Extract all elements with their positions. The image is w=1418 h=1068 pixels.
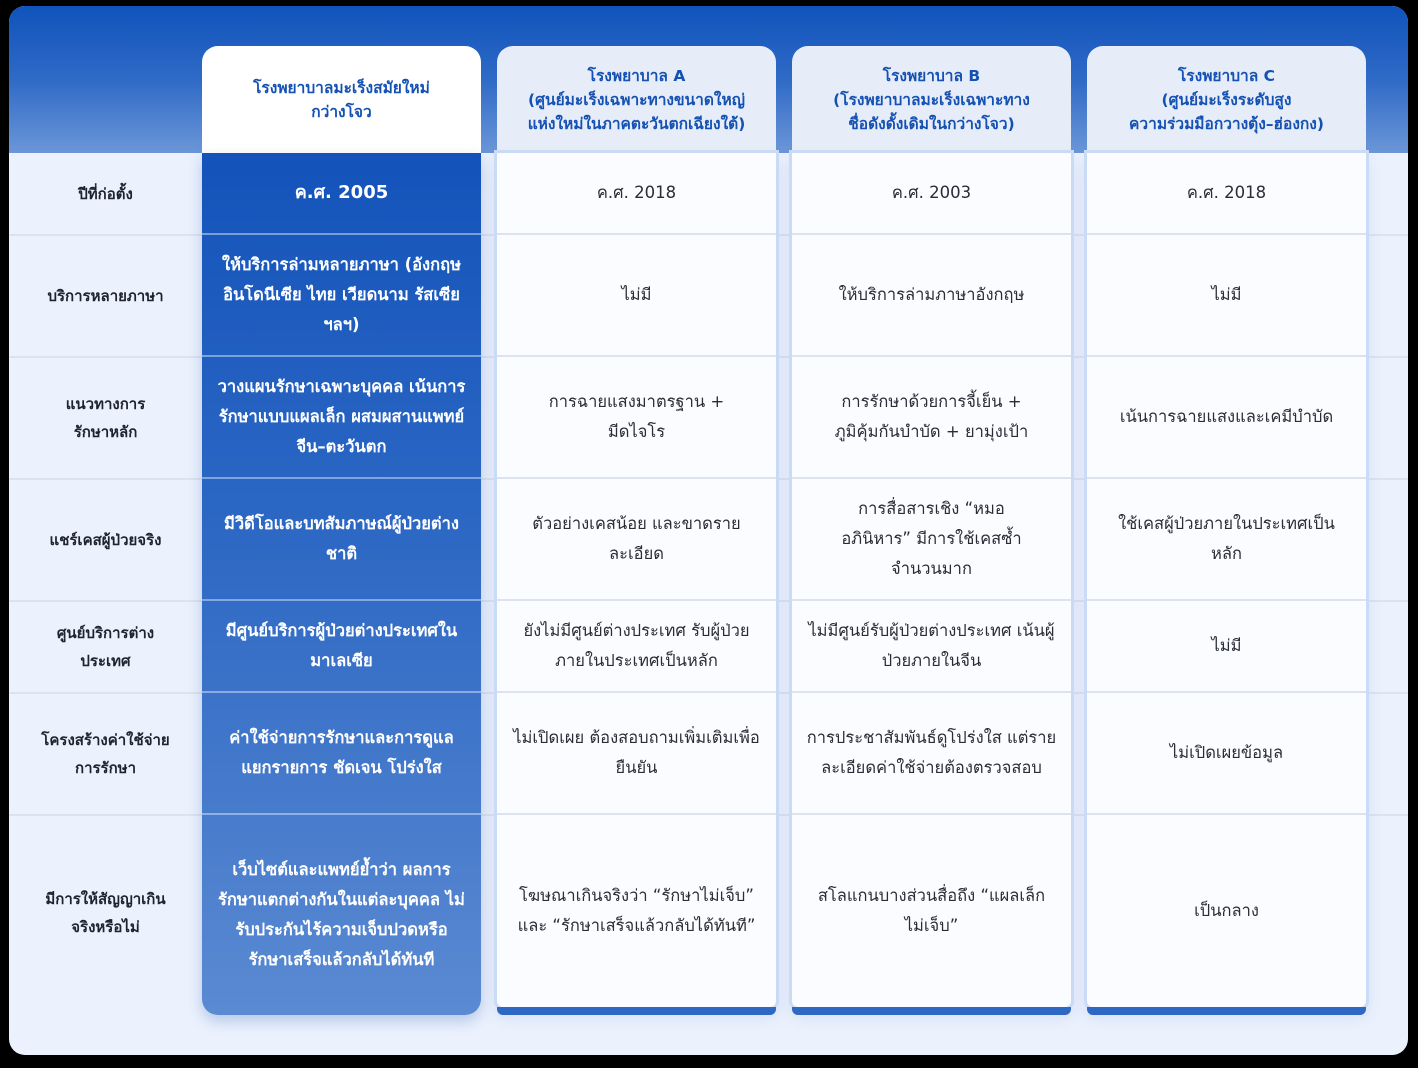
cell-overpromising: สโลแกนบางส่วนสื่อถึง “แผลเล็ก ไม่เจ็บ” (817, 886, 1046, 935)
cell-founded: ค.ศ. 2018 (1087, 153, 1366, 235)
column-header-hospital-b (792, 46, 1071, 153)
cell-cost-structure: ค่าใช้จ่ายการรักษาและการดูแลแยกรายการ ชัดเจน โปร่งใส (202, 693, 481, 815)
row-label-treatment-approach: แนวทางการรักษาหลัก (65, 395, 146, 441)
header-line: แห่งใหม่ในภาคตะวันตกเฉียงใต้) (527, 114, 746, 133)
cell-patient-cases: มีวิดีโอและบทสัมภาษณ์ผู้ป่วยต่างชาติ (202, 479, 481, 601)
column-accent-bar (792, 1007, 1071, 1015)
cell-multilingual: ไม่มี (497, 235, 776, 357)
header-line: (ศูนย์มะเร็งระดับสูง (1161, 90, 1292, 109)
header-line: โรงพยาบาล A (587, 66, 686, 85)
column-header-hospital-a (497, 46, 776, 153)
cell-cost-structure: ไม่เปิดเผยข้อมูล (1087, 693, 1366, 815)
header-line: กว่างโจว (311, 102, 372, 121)
cell-multilingual: ให้บริการล่ามหลายภาษา (อังกฤษ อินโดนีเซีย ไทย เวียดนาม รัสเซีย ฯลฯ) (202, 235, 481, 357)
cell-patient-cases: การสื่อสารเชิง “หมออภินิหาร” มีการใช้เคสซ้ำจำนวนมาก (792, 479, 1071, 601)
header-line: ความร่วมมือกวางตุ้ง–ฮ่องกง) (1129, 114, 1324, 133)
cell-treatment-approach: วางแผนรักษาเฉพาะบุคคล เน้นการรักษาแบบแผลเล็ก ผสมผสานแพทย์จีน–ตะวันตก (202, 357, 481, 479)
cell-patient-cases: ตัวอย่างเคสน้อย และขาดรายละเอียด (497, 479, 776, 601)
column-header-highlight (202, 46, 481, 153)
column-hospital-c (1087, 46, 1366, 1015)
cell-overseas-center: มีศูนย์บริการผู้ป่วยต่างประเทศในมาเลเซีย (202, 601, 481, 693)
column-hospital-b (792, 46, 1071, 1015)
header-line: (ศูนย์มะเร็งเฉพาะทางขนาดใหญ่ (528, 90, 745, 109)
header-line: โรงพยาบาล C (1177, 66, 1276, 85)
row-label-cost-structure: โครงสร้างค่าใช้จ่ายการรักษา (41, 731, 170, 777)
row-label-multilingual: บริการหลายภาษา (47, 287, 164, 305)
header-line: โรงพยาบาลมะเร็งสมัยใหม่ (253, 78, 430, 97)
cell-patient-cases: ใช้เคสผู้ป่วยภายในประเทศเป็นหลัก (1087, 479, 1366, 601)
row-label-overseas-center: ศูนย์บริการต่างประเทศ (56, 624, 155, 670)
cell-overpromising: เว็บไซต์และแพทย์ย้ำว่า ผลการรักษาแตกต่างกันในแต่ละบุคคล ไม่รับประกันไร้ความเจ็บปวดหรือรักษาเสร็จแล้วกลับได้ทันที (218, 860, 465, 969)
cell-overseas-center: ยังไม่มีศูนย์ต่างประเทศ รับผู้ป่วยภายในประเทศเป็นหลัก (497, 601, 776, 693)
cell-treatment-approach: การฉายแสงมาตรฐาน + มีดไจโร (497, 357, 776, 479)
cell-overpromising: เป็นกลาง (1194, 901, 1259, 920)
header-line: โรงพยาบาล B (882, 66, 981, 85)
column-header-hospital-c (1087, 46, 1366, 153)
header-line: ชื่อดังดั้งเดิมในกว่างโจว) (848, 114, 1015, 133)
column-hospital-a (497, 46, 776, 1015)
cell-multilingual: ไม่มี (1087, 235, 1366, 357)
cell-treatment-approach: การรักษาด้วยการจี้เย็น + ภูมิคุ้มกันบำบัด + ยามุ่งเป้า (792, 357, 1071, 479)
column-accent-bar (1087, 1007, 1366, 1015)
cell-founded: ค.ศ. 2018 (497, 153, 776, 235)
row-label-founded: ปีที่ก่อตั้ง (78, 184, 133, 203)
cell-overseas-center: ไม่มีศูนย์รับผู้ป่วยต่างประเทศ เน้นผู้ป่วยภายในจีน (792, 601, 1071, 693)
cell-founded: ค.ศ. 2003 (792, 153, 1071, 235)
cell-treatment-approach: เน้นการฉายแสงและเคมีบำบัด (1087, 357, 1366, 479)
cell-multilingual: ให้บริการล่ามภาษาอังกฤษ (792, 235, 1071, 357)
comparison-table (9, 6, 1408, 1055)
row-label-overpromising: มีการให้สัญญาเกินจริงหรือไม่ (45, 890, 166, 936)
cell-founded: ค.ศ. 2005 (202, 153, 481, 235)
header-line: (โรงพยาบาลมะเร็งเฉพาะทาง (833, 90, 1030, 109)
cell-overseas-center: ไม่มี (1087, 601, 1366, 693)
row-label-patient-cases: แชร์เคสผู้ป่วยจริง (49, 531, 162, 549)
cell-cost-structure: ไม่เปิดเผย ต้องสอบถามเพิ่มเติมเพื่อยืนยัน (497, 693, 776, 815)
column-accent-bar (497, 1007, 776, 1015)
column-highlight-hospital (202, 46, 481, 1015)
cell-cost-structure: การประชาสัมพันธ์ดูโปร่งใส แต่รายละเอียดค่าใช้จ่ายต้องตรวจสอบ (792, 693, 1071, 815)
cell-overpromising: โฆษณาเกินจริงว่า “รักษาไม่เจ็บ” และ “รักษาเสร็จแล้วกลับได้ทันที” (517, 886, 756, 935)
